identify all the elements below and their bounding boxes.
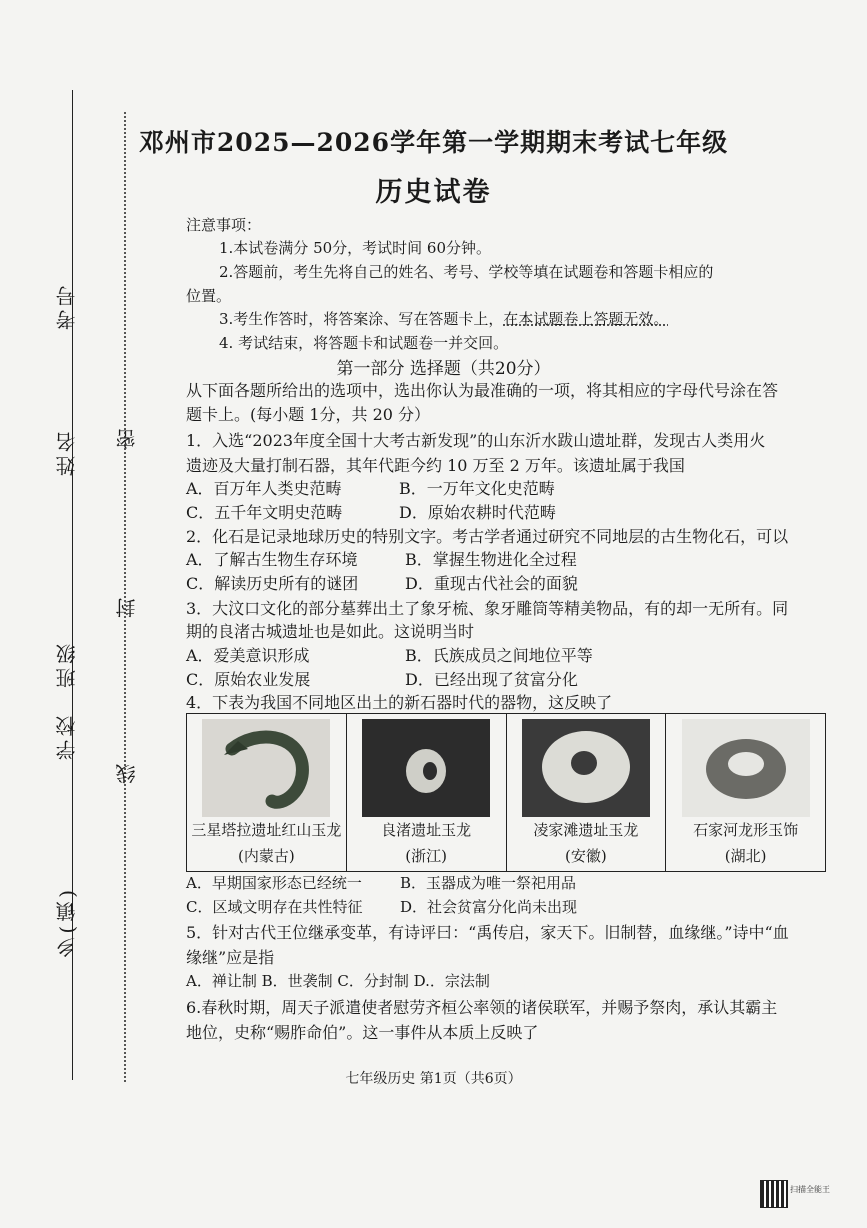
note-3b-emphasis: 在本试题卷上答题无效。: [503, 310, 669, 328]
note-3a: 3.考生作答时，将答案涂、写在答题卡上，: [219, 310, 504, 328]
part1-title: 第一部分 选择题（共20分）: [336, 359, 551, 379]
relic-cell-3: [506, 714, 666, 872]
part1-instruction-1: 从下面各题所给出的选项中，选出你认为最准确的一项，将其相应的字母代号涂在答: [186, 381, 779, 400]
q4-option-b: B．玉器成为唯一祭祀用品: [400, 874, 577, 892]
relics-table: [186, 713, 826, 872]
relic-3-region: (安徽): [565, 847, 607, 865]
q6-stem-1: 6.春秋时期，周天子派遣使者慰劳齐桓公率领的诸侯联军，并赐予祭肉，承认其霸主: [186, 998, 778, 1017]
q1-option-c: C．五千年文明史范畴: [186, 503, 343, 522]
relic-2-region: (浙江): [405, 847, 447, 865]
page-footer: 七年级历史 第1页（共6页）: [345, 1071, 522, 1087]
relic-4-name: 石家河龙形玉饰: [693, 821, 799, 839]
q2-option-c: C．解读历史所有的谜团: [186, 574, 359, 593]
q1-option-b: B．一万年文化史范畴: [399, 479, 555, 498]
part1-instruction-2: 题卡上。(每小题 1分，共 20 分）: [186, 405, 431, 424]
note-3: [219, 308, 668, 329]
class-label: 班级: [55, 640, 79, 688]
relic-4-region: (湖北): [724, 847, 767, 865]
note-4: 4. 考试结束，将答题卡和试题卷一并交回。: [219, 334, 509, 352]
exam-subtitle: 历史试卷: [375, 177, 492, 208]
scanner-badge: 扫描全能王: [790, 1185, 830, 1194]
q4-option-d: D．社会贫富分化尚未出现: [400, 898, 578, 916]
seal-feng-label: 封: [115, 594, 139, 618]
name-label: 姓名: [55, 428, 79, 476]
q3-stem-2: 期的良渚古城遗址也是如此。这说明当时: [186, 622, 475, 641]
q1-option-d: D．原始农耕时代范畴: [399, 503, 556, 522]
q5-stem-2: 缘继”应是指: [186, 948, 275, 967]
liangzhu-jade-dragon-image: [362, 719, 490, 817]
exam-title: 邓州市2025—2026学年第一学期期末考试七年级: [138, 128, 729, 157]
q4-stem-1: 4．下表为我国不同地区出土的新石器时代的器物，这反映了: [186, 693, 613, 712]
q5-stem-1: 5．针对古代王位继承变革，有诗评曰：“禹传启，家天下。旧制替，血缘继。”诗中“血: [186, 923, 789, 942]
relic-cell-1: [187, 714, 347, 872]
q6-stem-2: 地位，史称“赐胙命伯”。这一事件从本质上反映了: [186, 1023, 539, 1042]
q1-option-a: A．百万年人类史范畴: [186, 479, 342, 498]
scanner-qr-code: [760, 1180, 788, 1208]
relic-1-name: 三星塔拉遗址红山玉龙: [191, 821, 342, 839]
school-label: 学校: [55, 712, 79, 760]
relic-cell-4: [666, 714, 826, 872]
q1-stem-1: 1．入选“2023年度全国十大考古新发现”的山东沂水跋山遗址群，发现古人类用火: [186, 431, 766, 450]
q3-stem-1: 3．大汶口文化的部分墓葬出土了象牙梳、象牙雕筒等精美物品，有的却一无所有。同: [186, 599, 789, 618]
seal-xian-label: 线: [115, 760, 139, 784]
exam-number-label: 考号: [55, 282, 79, 330]
q2-option-b: B．掌握生物进化全过程: [405, 550, 577, 569]
notes-heading: 注意事项：: [186, 216, 262, 234]
note-2b: 位置。: [186, 287, 232, 305]
q1-stem-2: 遗迹及大量打制石器，其年代距今约 10 万至 2 万年。该遗址属于我国: [186, 456, 685, 475]
q3-option-c: C．原始农业发展: [186, 670, 311, 689]
q4-option-a: A．早期国家形态已经统一: [186, 874, 362, 892]
q3-option-a: A．爱美意识形成: [186, 646, 310, 665]
relic-3-name: 凌家滩遗址玉龙: [533, 821, 639, 839]
q2-stem-1: 2．化石是记录地球历史的特别文字。考古学者通过研究不同地层的古生物化石，可以: [186, 527, 789, 546]
note-2a: 2.答题前，考生先将自己的姓名、考号、学校等填在试题卷和答题卡相应的: [219, 263, 714, 281]
seal-mi-label: 密: [115, 425, 139, 449]
q3-option-d: D．已经出现了贫富分化: [405, 670, 578, 689]
note-1: 1.本试卷满分 50分，考试时间 60分钟。: [219, 239, 492, 257]
q2-option-d: D．重现古代社会的面貌: [405, 574, 578, 593]
q2-option-a: A．了解古生物生存环境: [186, 550, 358, 569]
relic-cell-2: [346, 714, 506, 872]
q5-options: A．禅让制 B．世袭制 C．分封制 D.．宗法制: [186, 972, 490, 990]
q4-option-c: C．区域文明存在共性特征: [186, 898, 363, 916]
hongshan-jade-dragon-image: [202, 719, 330, 817]
town-label: 乡(镇): [55, 886, 79, 958]
q3-option-b: B．氏族成员之间地位平等: [405, 646, 593, 665]
relic-2-name: 良渚遗址玉龙: [381, 821, 472, 839]
shijiahe-dragon-ornament-image: [682, 719, 810, 817]
lingjiatan-jade-dragon-image: [522, 719, 650, 817]
relic-1-region: (内蒙古): [238, 847, 295, 865]
